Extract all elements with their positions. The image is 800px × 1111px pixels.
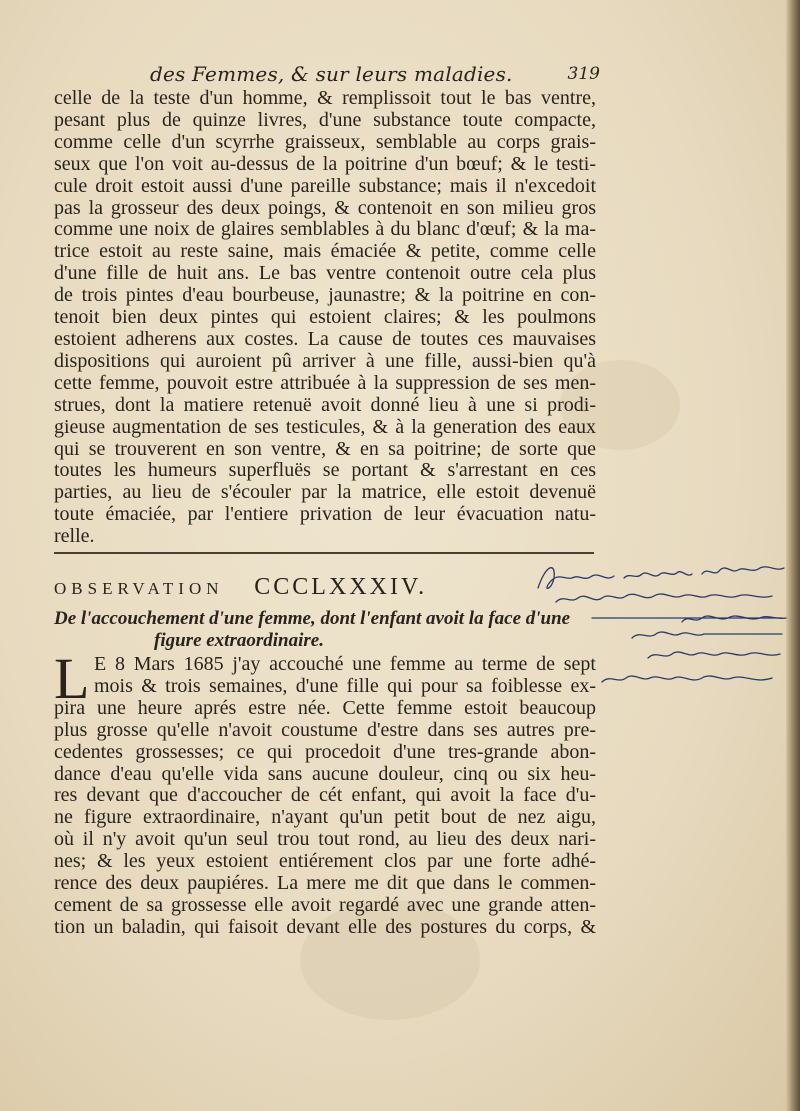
- text-line: plus grosse qu'elle n'avoit coustume d'estre dans ses autres pre-: [54, 718, 596, 741]
- text-line: où il n'y avoit qu'un seul trou tout rond, au lieu des deux nari-: [54, 828, 596, 851]
- text-line: pas la grosseur des deux poings, & contenoit en son milieu gros: [54, 196, 596, 219]
- text-line: res devant que d'accoucher de cét enfant, qui avoit la face d'u-: [54, 784, 596, 807]
- text-line: nes; & les yeux estoient entiérement clos par une forte adhé-: [54, 850, 596, 873]
- observation-paragraph: [54, 654, 596, 939]
- text-line: cedentes grossesses; ce qui procedoit d'une tres-grande abon-: [54, 740, 596, 763]
- subtitle-line-2: figure extraordinaire.: [154, 630, 324, 651]
- text-line: trice estoit au reste saine, mais émaciée & petite, comme celle: [54, 240, 596, 263]
- text-line: dance d'eau qu'elle vida sans aucune douleur, cinq ou six heu-: [54, 762, 596, 785]
- text-line: strues, dont la matiere retenuë avoit donné lieu à une si prodi-: [54, 393, 596, 416]
- text-line: E 8 Mars 1685 j'ay accouché une femme au terme de sept: [94, 653, 596, 675]
- text-line: tion un baladin, qui faisoit devant elle des postures du corps, &: [54, 915, 596, 938]
- observation-label: OBSERVATION: [54, 579, 224, 598]
- page-header: [150, 62, 600, 88]
- text-line: gieuse augmentation de ses testicules, & à la generation des eaux: [54, 415, 596, 438]
- text-line: comme une noix de glaires semblables à du blanc d'œuf; & la ma-: [54, 218, 596, 241]
- text-line: ne figure extraordinaire, n'ayant qu'un petit bout de nez aigu,: [54, 806, 596, 829]
- observation-number: CCCLXXXIV.: [254, 574, 428, 600]
- observation-subtitle: [54, 608, 571, 652]
- text-line: parties, au lieu de s'écouler par la matrice, elle estoit devenuë: [54, 481, 596, 504]
- text-line: estoient adherens aux costes. La cause de toutes ces mauvaises: [54, 327, 596, 350]
- text-line: cule droit estoit aussi d'une pareille substance; mais il n'excedoit: [54, 174, 596, 197]
- text-line: toute émaciée, par l'entiere privation de leur évacuation natu-: [54, 503, 596, 526]
- page-edge-shadow: [786, 0, 800, 1111]
- text-line: pesant plus de quinze livres, d'une substance toute compacte,: [54, 108, 596, 131]
- text-line: seux que l'on voit au-dessus de la poitrine d'un bœuf; & le testi-: [54, 152, 596, 175]
- handwriting-scribble: [532, 560, 794, 710]
- text-line: toutes les humeurs superfluës se portant & s'arrestant en ces: [54, 459, 596, 482]
- text-line: rence des deux paupiéres. La mere me dit que dans le commen-: [54, 872, 596, 895]
- text-line: d'une fille de huit ans. Le bas ventre contenoit outre cela plus: [54, 262, 596, 285]
- text-line: relle.: [54, 525, 95, 548]
- section-rule: [54, 552, 594, 554]
- text-line: qui se trouverent en son ventre, & en sa poitrine; de sorte que: [54, 437, 596, 460]
- text-line: comme celle d'un scyrrhe graisseux, semblable au corps grais-: [54, 130, 596, 153]
- handwritten-annotation: [532, 560, 794, 710]
- drop-cap: L: [54, 646, 90, 711]
- text-line: tenoit bien deux pintes qui estoient claires; & les poulmons: [54, 306, 596, 329]
- body-paragraph: [54, 88, 596, 548]
- text-line: celle de la teste d'un homme, & remplissoit tout le bas ventre,: [54, 87, 596, 109]
- text-line: cette femme, pouvoit estre attribuée à la suppression de ses men-: [54, 371, 596, 394]
- text-line: cement de sa grossesse elle avoit regardé avec une grande atten-: [54, 893, 596, 916]
- text-line: dispositions qui auroient pû arriver à une fille, aussi-bien qu'à: [54, 349, 596, 372]
- text-line: pira une heure aprés estre née. Cette femme estoit beaucoup: [54, 696, 596, 719]
- page-number: 319: [567, 64, 600, 84]
- observation-heading: [54, 574, 524, 601]
- subtitle-line-1: De l'accouchement d'une femme, dont l'enfant avoit la face d'une: [54, 608, 571, 629]
- text-line: mois & trois semaines, d'une fille qui pour sa foiblesse ex-: [94, 674, 596, 697]
- text-line: de trois pintes d'eau bourbeuse, jaunastre; & la poitrine en con-: [54, 284, 596, 307]
- running-title: des Femmes, & sur leurs maladies.: [150, 62, 513, 86]
